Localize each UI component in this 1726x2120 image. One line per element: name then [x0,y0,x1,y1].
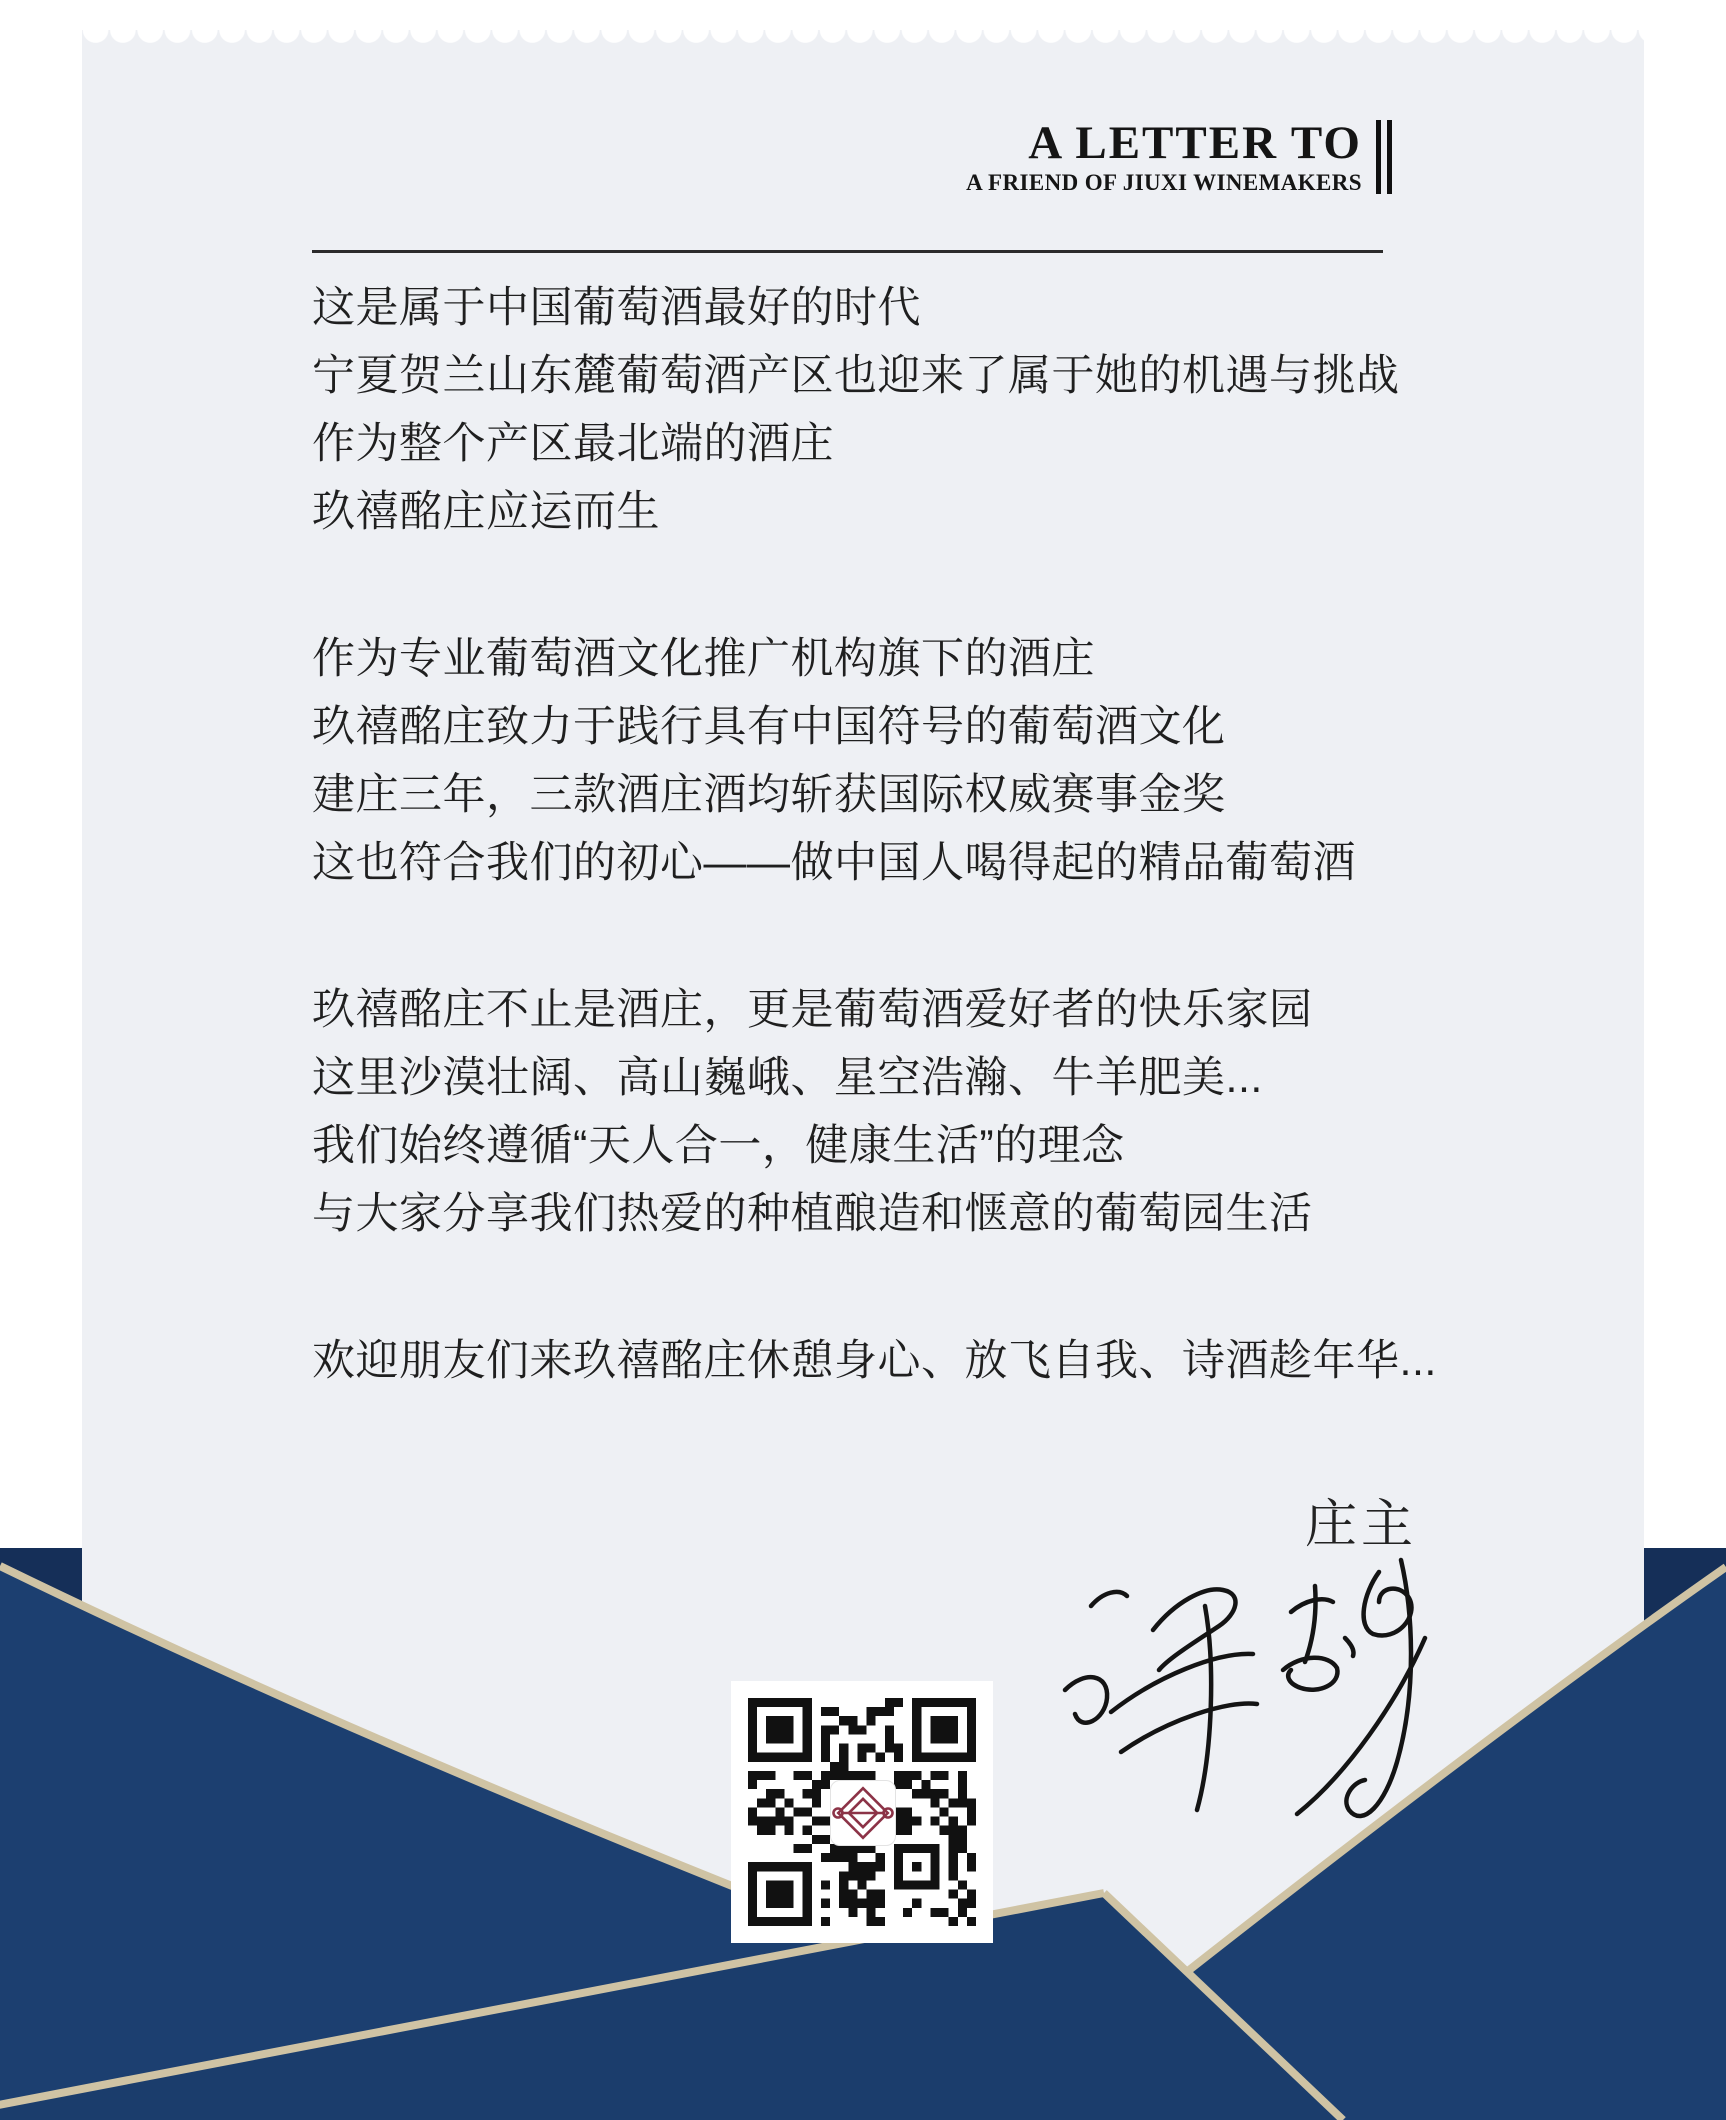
signature-strokes-icon [1052,1542,1442,1882]
body-line: 玖禧酩庄应运而生 [312,488,660,536]
paragraph [312,976,1432,1248]
qr-code-card [731,1681,993,1943]
letter-title: A LETTER TO [1028,117,1362,169]
body-line: 玖禧酩庄不止是酒庄，更是葡萄酒爱好者的快乐家园 [312,986,1313,1034]
body-line: 建庄三年，三款酒庄酒均斩获国际权威赛事金奖 [312,771,1226,819]
header-divider-line [312,250,1383,253]
body-line: 作为专业葡萄酒文化推广机构旗下的酒庄 [312,635,1095,683]
body-line: 这里沙漠壮阔、高山巍峨、星空浩瀚、牛羊肥美... [312,1054,1263,1102]
double-bar-ornament-icon [1376,118,1392,196]
body-line: 宁夏贺兰山东麓葡萄酒产区也迎来了属于她的机遇与挑战 [312,352,1400,400]
letter-body [312,274,1437,1474]
body-line: 我们始终遵循“天人合一，健康生活”的理念 [312,1122,1125,1170]
body-line: 欢迎朋友们来玖禧酩庄休憩身心、放飞自我、诗酒趁年华... [312,1337,1437,1385]
handwritten-signature [1052,1542,1442,1882]
body-line: 这是属于中国葡萄酒最好的时代 [312,284,921,332]
paragraph [312,1327,1437,1395]
body-line: 这也符合我们的初心——做中国人喝得起的精品葡萄酒 [312,839,1356,887]
paragraph [312,625,1432,897]
body-line: 与大家分享我们热爱的种植酿造和惬意的葡萄园生活 [312,1190,1313,1238]
qr-code [748,1698,976,1926]
body-line: 作为整个产区最北端的酒庄 [312,420,834,468]
signer-role-label: 庄主 [1305,1496,1418,1554]
qr-center-logo [830,1780,896,1846]
jiuxi-diamond-knot-logo-icon [831,1699,895,1927]
body-line: 玖禧酩庄致力于践行具有中国符号的葡萄酒文化 [312,703,1226,751]
letter-header [966,118,1392,196]
paragraph [312,274,1432,546]
letter-header-titles [966,118,1362,196]
letter-subtitle: A FRIEND OF JIUXI WINEMAKERS [966,169,1362,195]
